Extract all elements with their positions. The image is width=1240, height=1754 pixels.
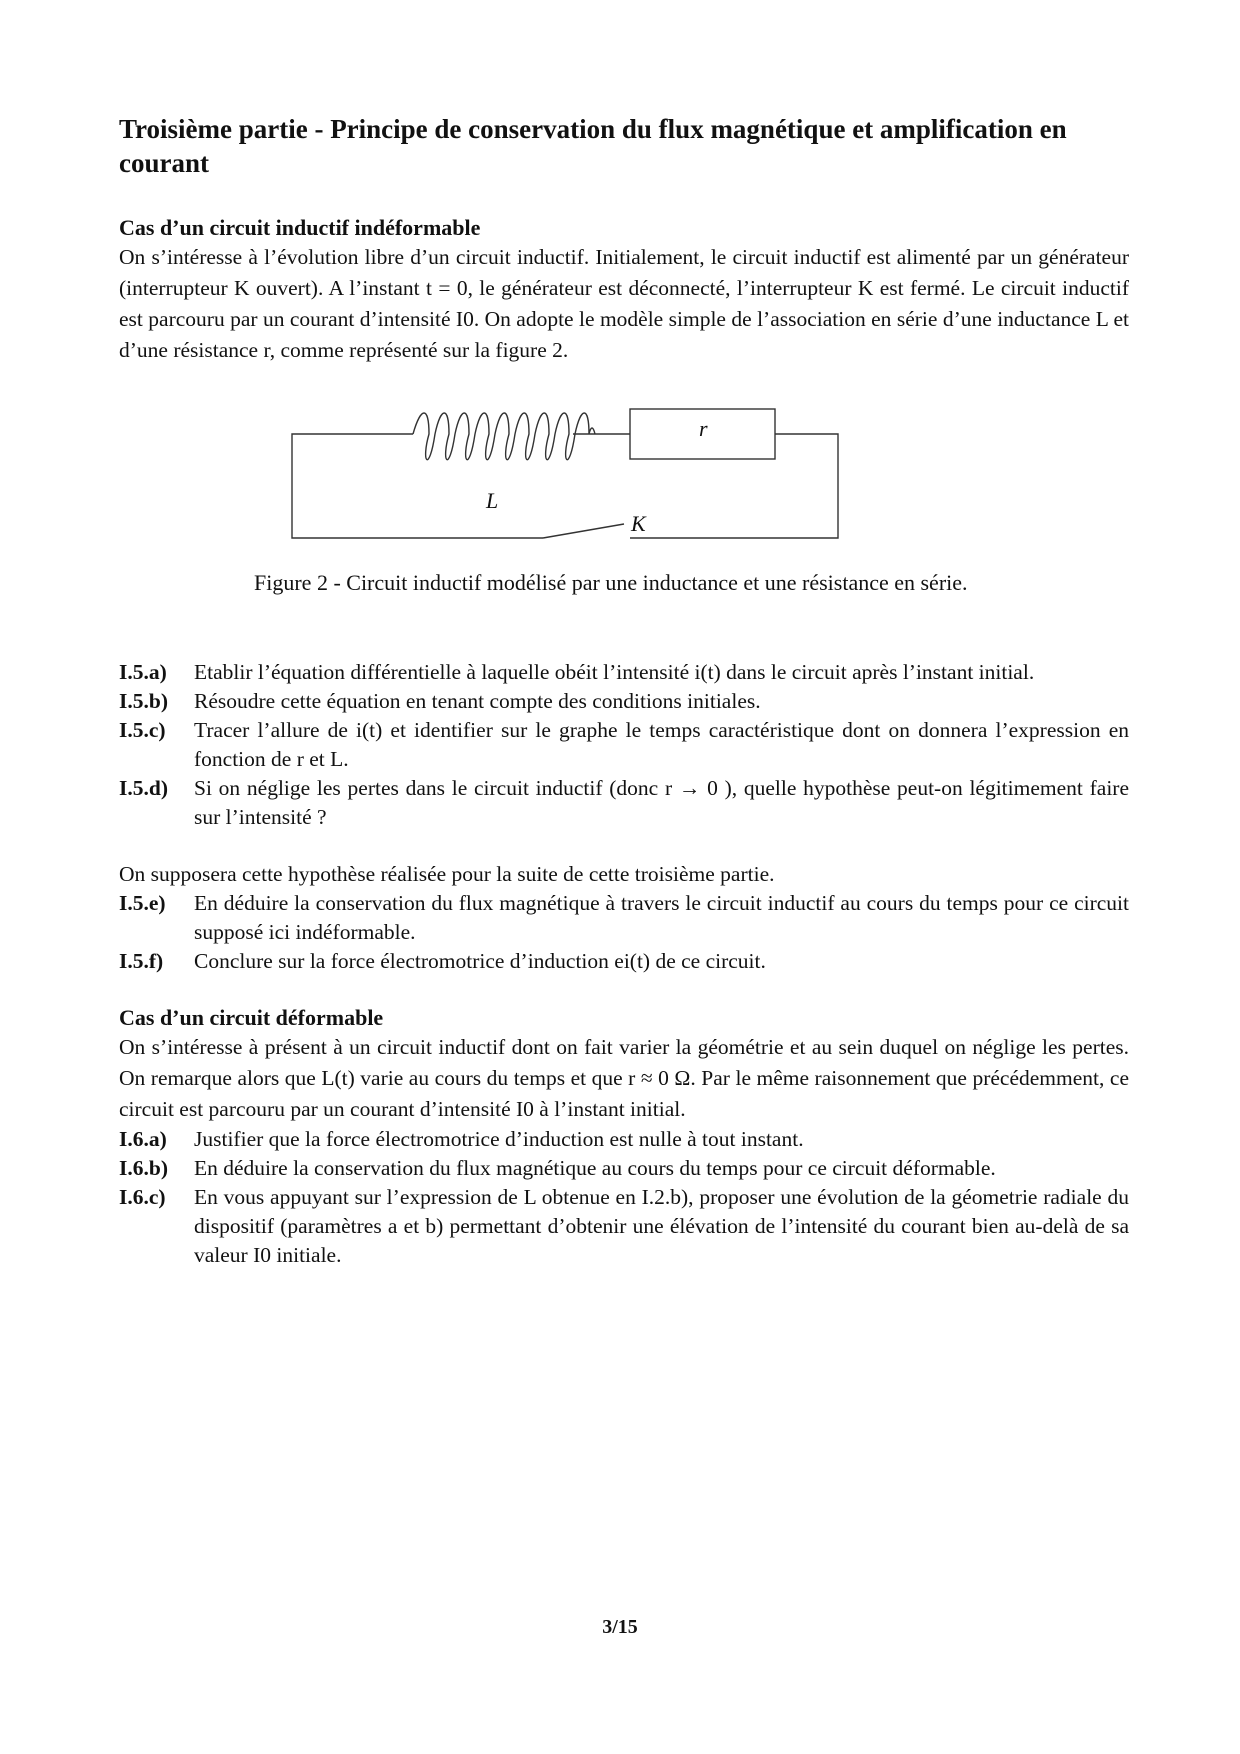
question-number: I.6.b): [119, 1156, 168, 1180]
question-text: Etablir l’équation différentielle à laquelle obéit l’intensité i(t) dans le circuit après l’instant initial.: [194, 660, 1035, 684]
figure-caption: Figure 2 - Circuit inductif modélisé par une inductance et une résistance en série.: [254, 570, 968, 595]
page-content: [119, 112, 1129, 1270]
question-item: [119, 774, 1129, 832]
question-number: I.6.c): [119, 1185, 166, 1209]
switch-label: K: [631, 511, 646, 536]
question-item: [119, 889, 1129, 947]
section-intro-indeformable: On s’intéresse à l’évolution libre d’un circuit inductif. Initialement, le circuit inductif est alimenté par un générateur (interrupteur K ouvert). A l’instant t = 0, le générateur est déconnecté, l’interrupteur K est fermé. Le circuit inductif est parcouru par un courant d’intensité I0. On adopte le modèle simple de l’association en série d’une inductance L et d’une résistance r, comme représenté sur la figure 2.: [119, 245, 1129, 362]
page-title: Troisième partie - Principe de conservation du flux magnétique et amplification en courant: [119, 114, 1067, 178]
page-number: 3/15: [602, 1616, 638, 1638]
question-item: [119, 687, 1129, 716]
questions-i6: [119, 1125, 1129, 1270]
question-item: [119, 1125, 1129, 1154]
inductor-label: L: [486, 488, 499, 513]
question-text: En déduire la conservation du flux magnétique au cours du temps pour ce circuit déformable.: [194, 1156, 996, 1180]
question-number: I.5.e): [119, 891, 166, 915]
circuit-figure: [119, 380, 1129, 620]
question-text: Justifier que la force électromotrice d’induction est nulle à tout instant.: [194, 1127, 804, 1151]
wire-right: [630, 434, 838, 538]
inductor-coil: [413, 413, 595, 460]
transition-text: On supposera cette hypothèse réalisée pour la suite de cette troisième partie.: [119, 862, 775, 886]
question-number: I.6.a): [119, 1127, 167, 1151]
question-number: I.5.b): [119, 689, 168, 713]
switch-k: [543, 524, 624, 538]
section-heading-deformable: Cas d’un circuit déformable: [119, 1005, 384, 1030]
question-number: I.5.c): [119, 718, 166, 742]
questions-i5-part1: [119, 658, 1129, 832]
question-item: [119, 1183, 1129, 1270]
question-text: En déduire la conservation du flux magnétique à travers le circuit inductif au cours du temps pour ce circuit supposé ici indéformable.: [194, 891, 1129, 944]
question-text: Conclure sur la force électromotrice d’induction ei(t) de ce circuit.: [194, 949, 766, 973]
question-item: [119, 658, 1129, 687]
question-number: I.5.a): [119, 660, 167, 684]
question-number: I.5.d): [119, 776, 168, 800]
question-item: [119, 1154, 1129, 1183]
question-text: Tracer l’allure de i(t) et identifier sur le graphe le temps caractéristique dont on donnera l’expression en fonction de r et L.: [194, 718, 1129, 771]
question-item: [119, 716, 1129, 774]
question-item: [119, 947, 1129, 976]
question-text: En vous appuyant sur l’expression de L obtenue en I.2.b), proposer une évolution de la géometrie radiale du dispositif (paramètres a et b) permettant d’obtenir une élévation de l’intensité du courant bien au-delà de sa valeur I0 initiale.: [194, 1185, 1129, 1267]
question-text: Résoudre cette équation en tenant compte des conditions initiales.: [194, 689, 761, 713]
question-number: I.5.f): [119, 949, 164, 973]
section-intro-deformable: On s’intéresse à présent à un circuit inductif dont on fait varier la géométrie et au sein duquel on néglige les pertes. On remarque alors que L(t) varie au cours du temps et que r ≈ 0 Ω. Par le même raisonnement que précédemment, ce circuit est parcouru par un courant d’intensité I0 à l’instant initial.: [119, 1035, 1129, 1121]
section-heading-indeformable: Cas d’un circuit inductif indéformable: [119, 215, 481, 240]
question-text: Si on néglige les pertes dans le circuit inductif (donc r → 0 ), quelle hypothèse peut-on légitimement faire sur l’intensité ?: [194, 776, 1129, 829]
questions-i5-part2: [119, 889, 1129, 976]
resistor-label: r: [699, 416, 708, 441]
